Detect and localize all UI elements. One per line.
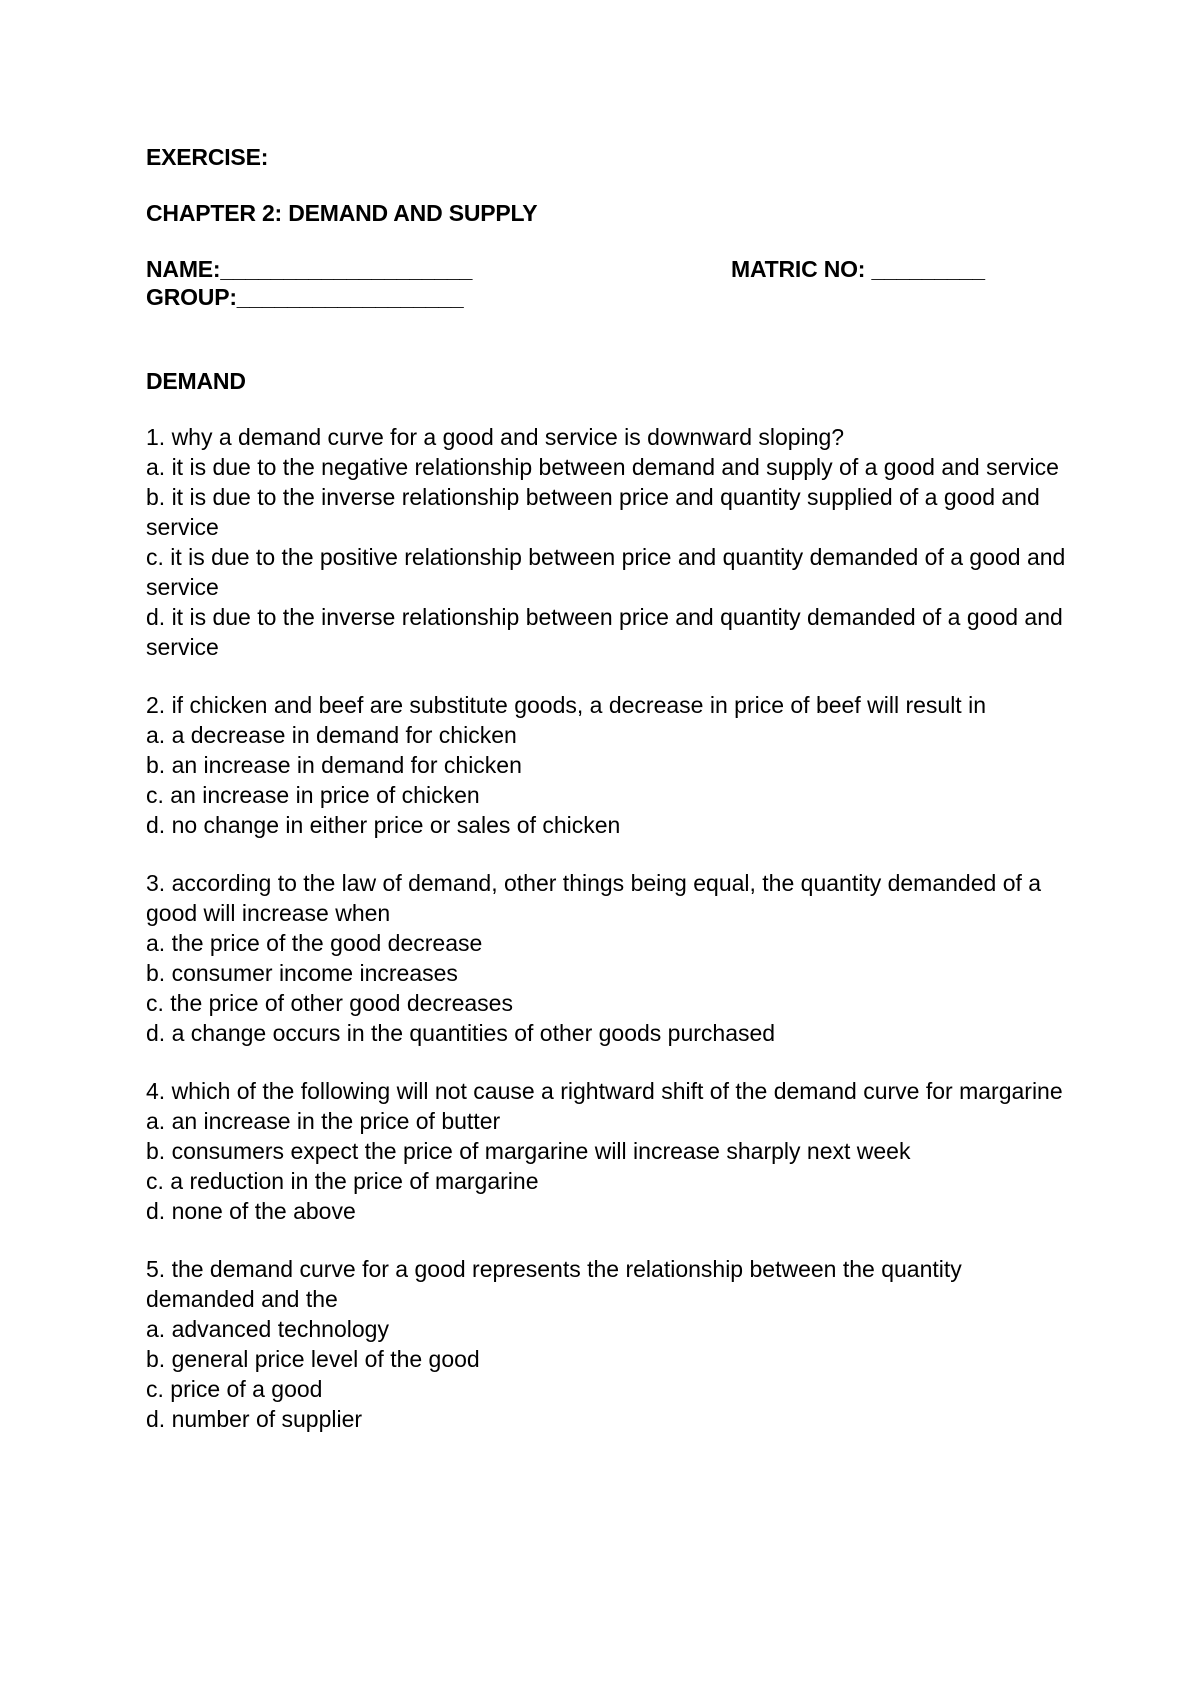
- option-b: b. general price level of the good: [146, 1346, 480, 1372]
- question-text: 3. according to the law of demand, other things being equal, the quantity demanded of a good will increase when: [146, 870, 1042, 926]
- option-d: d. none of the above: [146, 1198, 356, 1224]
- question-text: 2. if chicken and beef are substitute goods, a decrease in price of beef will result in: [146, 692, 986, 718]
- question-text: 4. which of the following will not cause a rightward shift of the demand curve for margarine: [146, 1078, 1063, 1104]
- exercise-title: EXERCISE:: [146, 144, 269, 170]
- question-1: [146, 422, 1066, 662]
- option-b: b. consumers expect the price of margarine will increase sharply next week: [146, 1138, 911, 1164]
- option-c: c. a reduction in the price of margarine: [146, 1168, 539, 1194]
- option-d: d. it is due to the inverse relationship between price and quantity demanded of a good and service: [146, 604, 1063, 660]
- question-2: [146, 690, 1066, 840]
- option-c: c. an increase in price of chicken: [146, 782, 480, 808]
- option-a: a. a decrease in demand for chicken: [146, 722, 517, 748]
- option-b: b. it is due to the inverse relationship between price and quantity supplied of a good and service: [146, 484, 1040, 540]
- option-a: a. it is due to the negative relationship between demand and supply of a good and service: [146, 454, 1059, 480]
- exercise-sheet: [146, 143, 1066, 1434]
- student-info-fields: [146, 255, 1066, 311]
- option-d: d. a change occurs in the quantities of other goods purchased: [146, 1020, 776, 1046]
- section-title-demand: DEMAND: [146, 368, 246, 394]
- group-field: GROUP:__________________: [146, 284, 464, 310]
- matric-no-field: MATRIC NO: _________: [731, 256, 985, 282]
- option-b: b. an increase in demand for chicken: [146, 752, 522, 778]
- option-d: d. number of supplier: [146, 1406, 363, 1432]
- option-a: a. the price of the good decrease: [146, 930, 483, 956]
- question-5: [146, 1254, 1066, 1434]
- question-4: [146, 1076, 1066, 1226]
- option-d: d. no change in either price or sales of chicken: [146, 812, 621, 838]
- chapter-title: CHAPTER 2: DEMAND AND SUPPLY: [146, 200, 538, 226]
- question-3: [146, 868, 1066, 1048]
- option-b: b. consumer income increases: [146, 960, 458, 986]
- option-c: c. price of a good: [146, 1376, 323, 1402]
- option-a: a. advanced technology: [146, 1316, 389, 1342]
- option-c: c. it is due to the positive relationship between price and quantity demanded of a good and service: [146, 544, 1066, 600]
- question-text: 1. why a demand curve for a good and service is downward sloping?: [146, 424, 845, 450]
- name-field: NAME:____________________: [146, 256, 473, 282]
- option-a: a. an increase in the price of butter: [146, 1108, 501, 1134]
- option-c: c. the price of other good decreases: [146, 990, 513, 1016]
- question-text: 5. the demand curve for a good represents the relationship between the quantity demanded and the: [146, 1256, 962, 1312]
